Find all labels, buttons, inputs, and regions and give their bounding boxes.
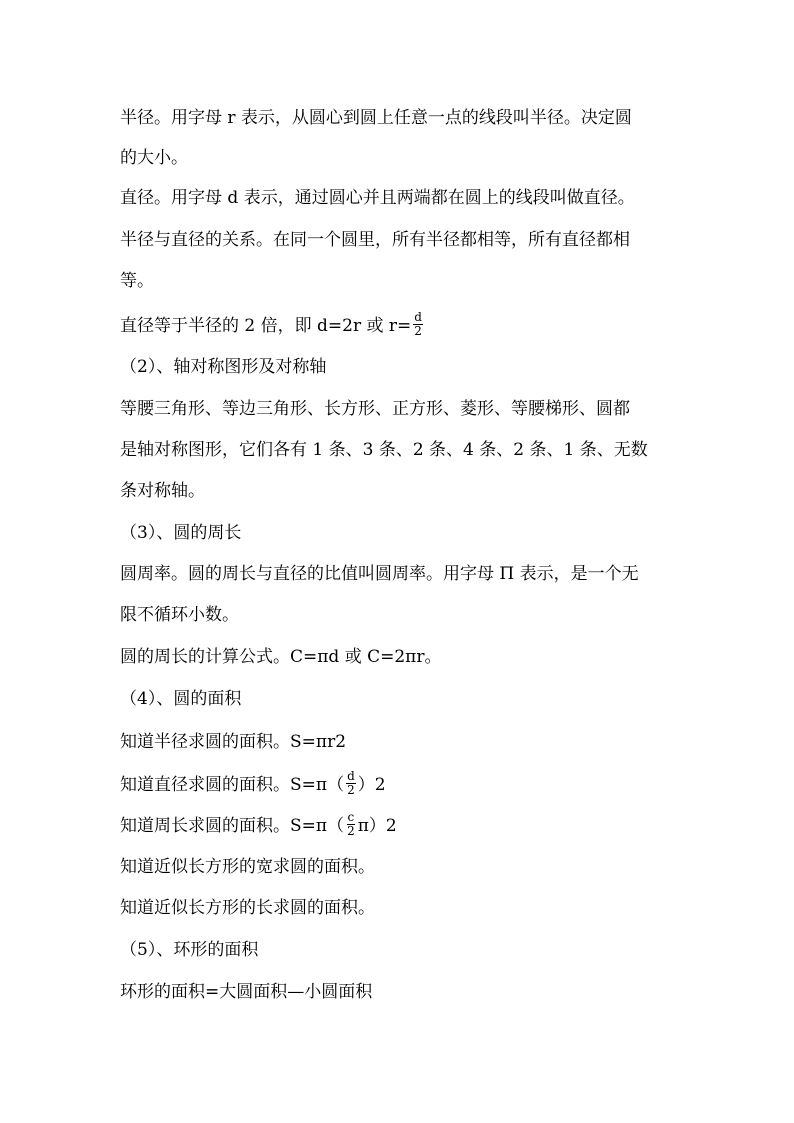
fraction-d-over-2 (346, 770, 356, 797)
area-from-diameter-line (120, 769, 386, 799)
fraction-numerator: d (347, 769, 355, 783)
radius-definition-line-1: 半径。用字母 r 表示，从圆心到圆上任意一点的线段叫半径。决定圆 (120, 108, 632, 128)
fraction-d-over-2 (413, 311, 423, 338)
section-heading-area: （4）、圆的面积 (120, 689, 242, 709)
radius-diameter-relation-line-1: 半径与直径的关系。在同一个圆里，所有半径都相等，所有直径都相 (120, 230, 630, 250)
radius-diameter-relation-line-2: 等。 (120, 271, 154, 291)
fraction-numerator: c (347, 810, 355, 824)
fraction-denominator: 2 (347, 824, 355, 838)
symmetry-line-3: 条对称轴。 (120, 481, 205, 501)
area-from-radius-line: 知道半径求圆的面积。S=πr2 (120, 732, 347, 752)
diameter-formula-line (120, 310, 425, 340)
section-heading-ring-area: （5）、环形的面积 (120, 940, 259, 960)
fraction-numerator: d (414, 310, 422, 324)
radius-definition-line-2: 的大小。 (120, 148, 188, 168)
area-from-rectangle-length-line: 知道近似长方形的长求圆的面积。 (120, 898, 375, 918)
fraction-denominator: 2 (414, 324, 422, 338)
diameter-definition-line: 直径。用字母 d 表示，通过圆心并且两端都在圆上的线段叫做直径。 (120, 188, 635, 208)
fraction-c-over-2 (346, 811, 356, 838)
area-from-circumference-suffix: π）2 (357, 816, 397, 836)
diameter-formula-text: 直径等于半径的 2 倍，即 d=2r 或 r= (120, 316, 412, 336)
section-heading-circumference: （3）、圆的周长 (120, 523, 242, 543)
area-from-diameter-text: 知道直径求圆的面积。S=π（ (120, 775, 345, 795)
area-from-circumference-text: 知道周长求圆的面积。S=π（ (120, 816, 345, 836)
area-from-circumference-line (120, 810, 397, 840)
section-heading-symmetry: （2）、轴对称图形及对称轴 (120, 357, 327, 377)
ring-area-formula-line: 环形的面积=大圆面积—小圆面积 (120, 982, 373, 1002)
pi-definition-line-1: 圆周率。圆的周长与直径的比值叫圆周率。用字母 Π 表示，是一个无 (120, 564, 639, 584)
circumference-formula-line: 圆的周长的计算公式。C=πd 或 C=2πr。 (120, 647, 442, 667)
symmetry-line-1: 等腰三角形、等边三角形、长方形、正方形、菱形、等腰梯形、圆都 (120, 399, 630, 419)
fraction-denominator: 2 (347, 783, 355, 797)
area-from-diameter-suffix: ）2 (357, 775, 386, 795)
pi-definition-line-2: 限不循环小数。 (120, 605, 239, 625)
symmetry-line-2: 是轴对称图形，它们各有 1 条、3 条、2 条、4 条、2 条、1 条、无数 (120, 440, 648, 460)
area-from-rectangle-width-line: 知道近似长方形的宽求圆的面积。 (120, 857, 375, 877)
